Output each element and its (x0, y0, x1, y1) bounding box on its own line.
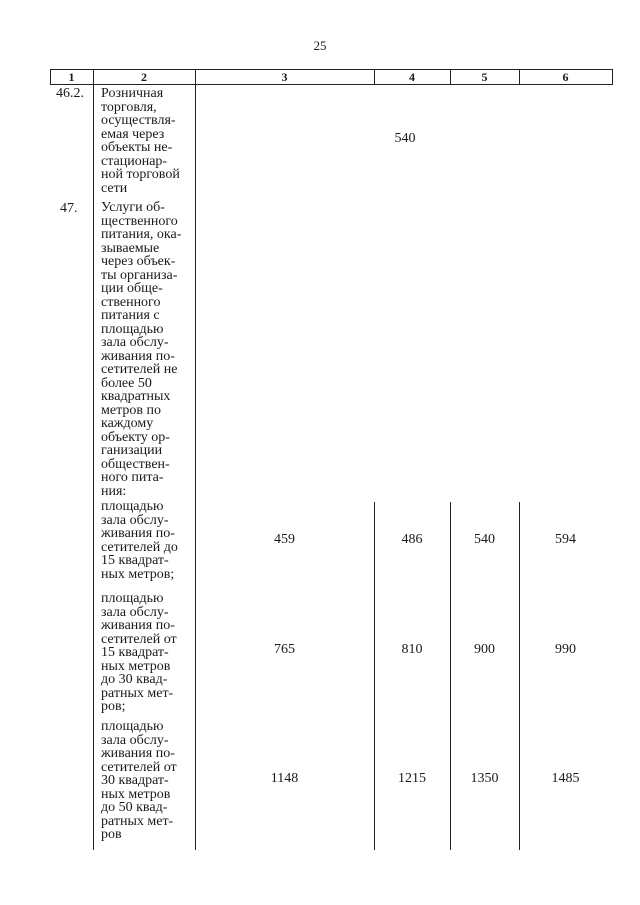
header-cell: 5 (481, 70, 488, 84)
header-cell: 1 (68, 70, 75, 84)
row-description: площадью зала обслу- живания по- сетителей от 30 квадрат- ных метров до 50 квад- ратных мет- ров (101, 719, 177, 842)
column-divider (195, 69, 196, 850)
column-divider (93, 69, 94, 850)
row-number: 47. (60, 201, 78, 216)
header-bottom-border (50, 84, 613, 85)
row-value: 540 (394, 131, 416, 146)
row-value: 810 (401, 642, 423, 657)
header-cell: 6 (562, 70, 569, 84)
row-value: 990 (555, 642, 576, 657)
row-description: площадью зала обслу- живания по- сетителей от 15 квадрат- ных метров до 30 квад- ратных мет- ров; (101, 591, 177, 714)
row-value: 540 (474, 532, 495, 547)
row-value: 486 (401, 532, 423, 547)
row-number: 46.2. (56, 86, 84, 101)
row-value: 900 (474, 642, 495, 657)
row-value: 594 (555, 532, 576, 547)
column-divider (519, 502, 520, 850)
row-value: 1215 (398, 771, 426, 786)
row-description: Услуги об- щественного питания, ока- зываемые через объек- ты организа- ции обще- ственного питания с площадью зала обслу- живания по- сетителей не более 50 квадратных метров по каждому объекту ор- ганизации обществен- ного пита- ния: (101, 200, 182, 499)
row-value: 1148 (270, 771, 299, 786)
row-value: 459 (274, 532, 295, 547)
row-value: 1485 (551, 771, 580, 786)
column-divider (450, 502, 451, 850)
row-description: Розничная торговля, осуществля- емая через объекты не- стационар- ной торговой сети (101, 86, 180, 196)
header-divider (612, 69, 613, 84)
row-description: площадью зала обслу- живания по- сетителей до 15 квадрат- ных метров; (101, 499, 178, 582)
row-value: 1350 (470, 771, 499, 786)
column-divider (374, 502, 375, 850)
header-cell: 2 (141, 70, 147, 84)
row-value: 765 (274, 642, 295, 657)
header-cell: 3 (281, 70, 288, 84)
header-cell: 4 (409, 70, 415, 84)
page-number: 25 (313, 38, 327, 53)
